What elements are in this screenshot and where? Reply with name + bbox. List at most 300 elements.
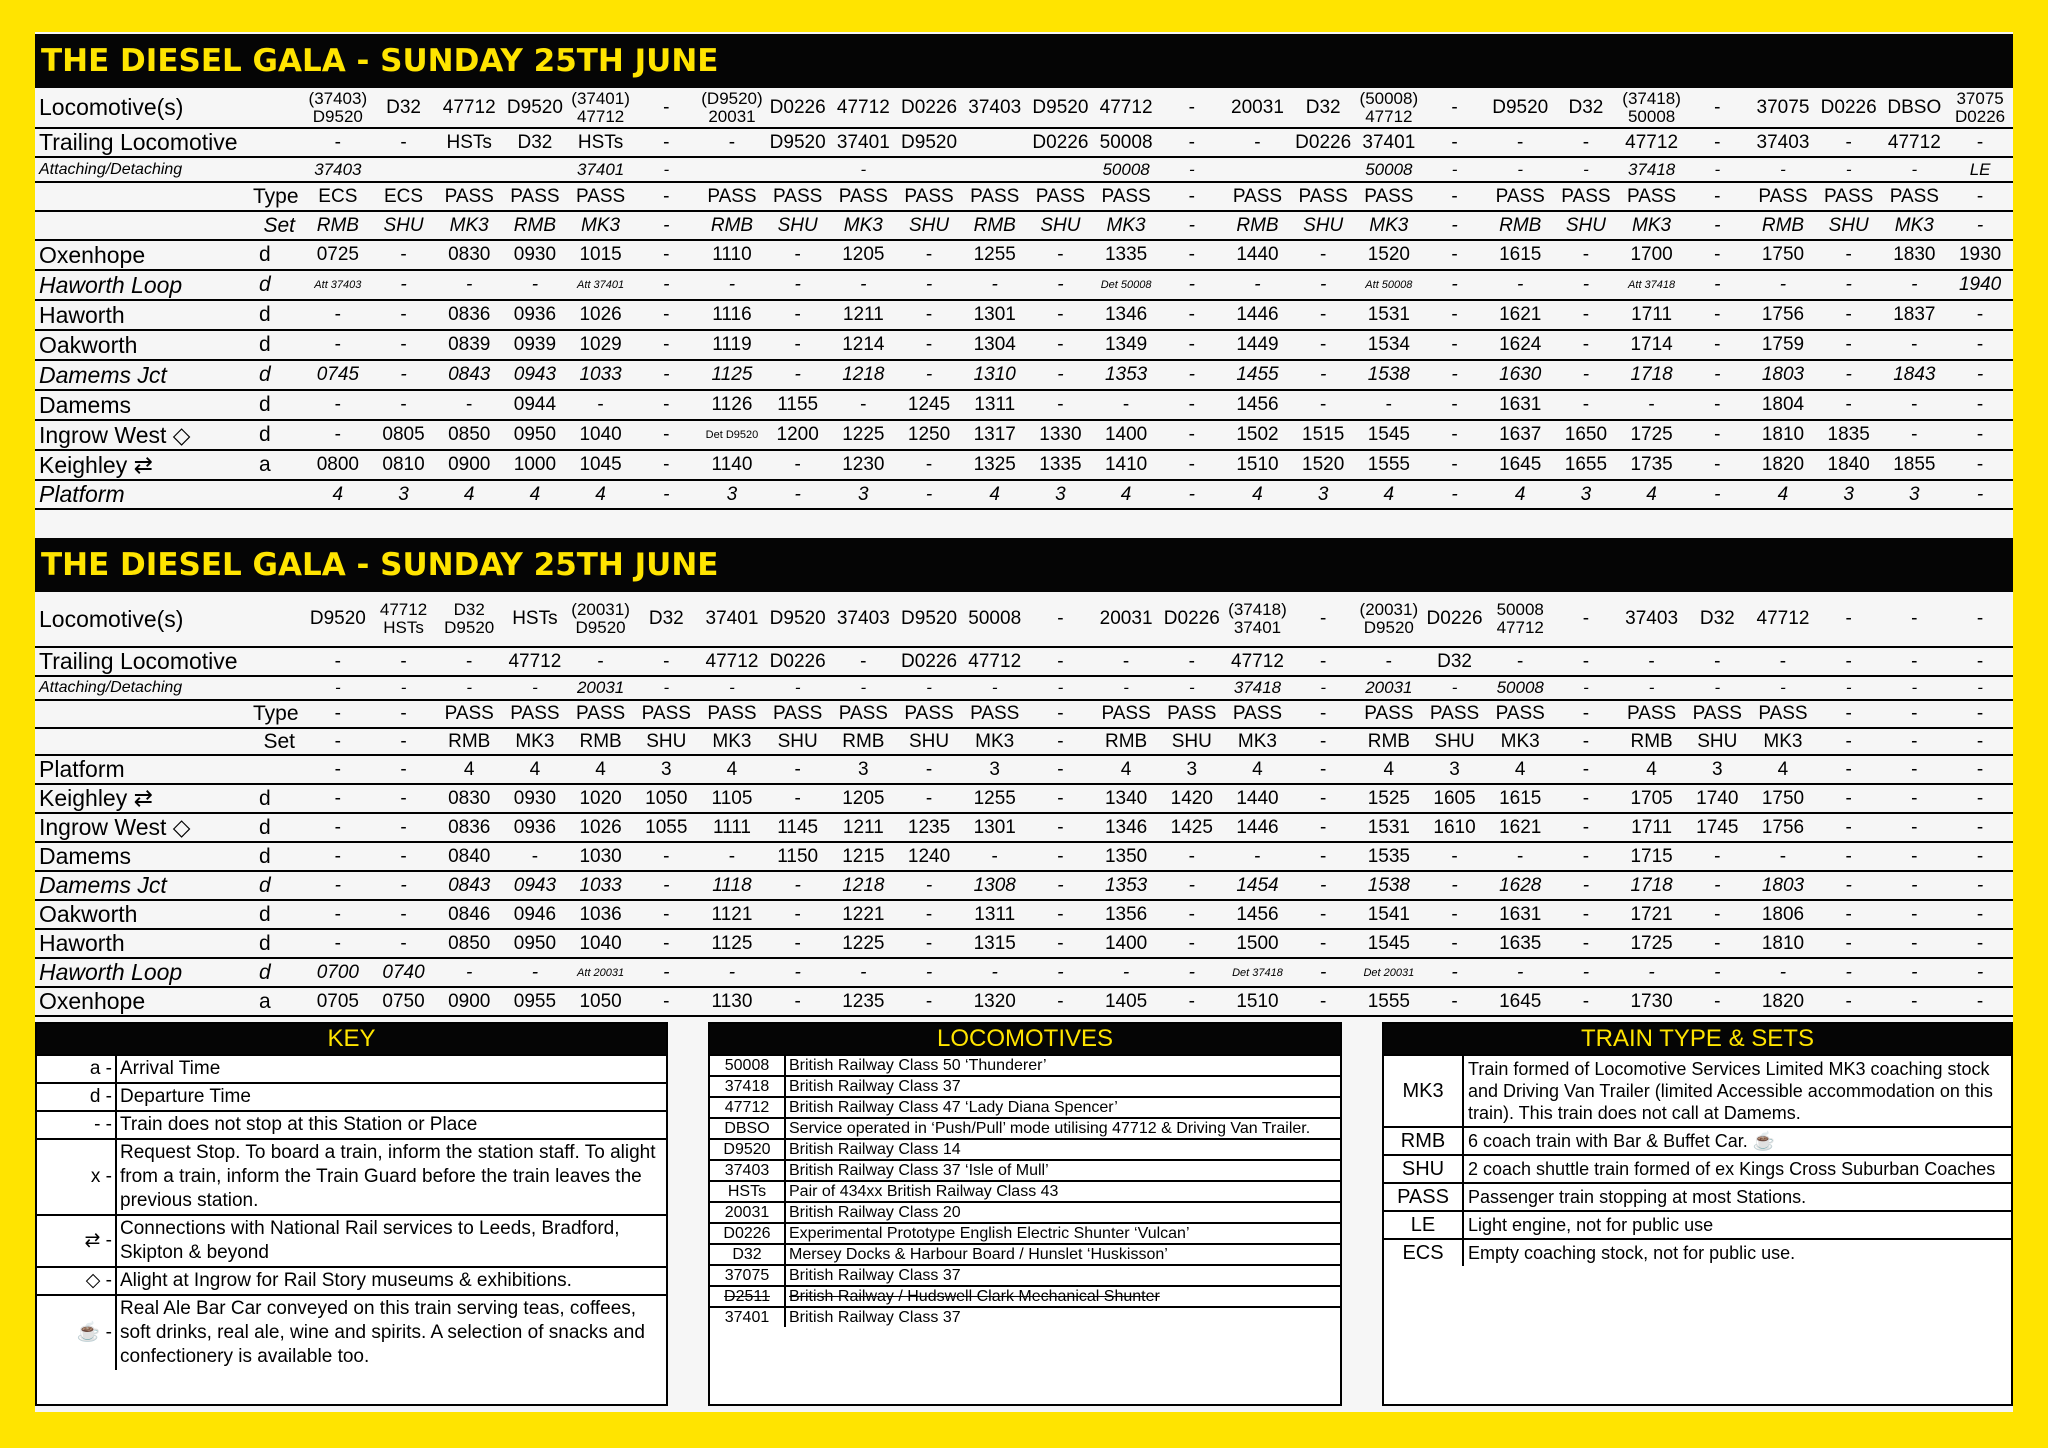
cell: 37403 (1750, 128, 1816, 157)
cell: ECS (305, 182, 371, 211)
cell: PASS (1290, 182, 1356, 211)
platform-row (35, 480, 2013, 509)
time-cell: - (1553, 240, 1619, 270)
time-cell: 1700 (1619, 240, 1685, 270)
time-cell: - (1553, 390, 1619, 420)
time-cell: 1105 (699, 784, 765, 813)
station-dir: d (253, 842, 305, 871)
cell (371, 592, 437, 647)
time-cell: - (1159, 300, 1225, 330)
row-label: Locomotive(s) (35, 88, 305, 128)
row-label: Set (253, 211, 305, 240)
time-cell: - (1356, 390, 1422, 420)
time-cell: 0939 (502, 330, 568, 360)
time-cell: 1725 (1619, 420, 1685, 450)
cell: - (633, 182, 699, 211)
cell-line: HSTs (383, 618, 424, 637)
time-cell: - (1422, 929, 1488, 958)
time-cell: 1440 (1225, 240, 1291, 270)
time-cell: - (1093, 958, 1159, 987)
time-cell: - (305, 929, 371, 958)
time-cell: - (1684, 871, 1750, 900)
cell (371, 157, 437, 182)
key-row (37, 1055, 666, 1083)
time-cell: 1555 (1356, 987, 1422, 1016)
time-cell: 0700 (305, 958, 371, 987)
time-cell: - (1947, 784, 2013, 813)
station-dir: d (253, 420, 305, 450)
cell: MK3 (502, 728, 568, 755)
time-cell: - (305, 330, 371, 360)
time-cell: - (1422, 958, 1488, 987)
cell: SHU (765, 211, 831, 240)
cell: RMB (1619, 728, 1685, 755)
time-cell: - (1882, 929, 1948, 958)
cell: - (1225, 128, 1291, 157)
time-cell: 1346 (1093, 813, 1159, 842)
locomotives-title: LOCOMOTIVES (710, 1024, 1340, 1054)
row-label: Attaching/Detaching (35, 676, 305, 700)
key-title: KEY (37, 1024, 666, 1054)
time-cell: 1510 (1225, 450, 1291, 480)
time-cell: - (1487, 270, 1553, 300)
cell: 4 (436, 755, 502, 784)
time-cell: 1215 (831, 842, 897, 871)
time-cell: - (1684, 390, 1750, 420)
time-cell: 1315 (962, 929, 1028, 958)
time-cell: - (1684, 240, 1750, 270)
cell: - (436, 647, 502, 676)
time-cell: - (1882, 270, 1948, 300)
time-cell: 0830 (436, 784, 502, 813)
cell: PASS (896, 700, 962, 728)
cell: MK3 (699, 728, 765, 755)
time-cell: - (1553, 270, 1619, 300)
cell: 37401 (1356, 128, 1422, 157)
cell: 37401 (831, 128, 897, 157)
cell: SHU (1553, 211, 1619, 240)
timetable-up (35, 88, 2013, 510)
cell: 47712 (1882, 128, 1948, 157)
type-row (35, 182, 2013, 211)
cell: - (1750, 647, 1816, 676)
cell: - (1750, 676, 1816, 700)
station-row (35, 300, 2013, 330)
time-cell: - (1290, 330, 1356, 360)
cell: D9520 (896, 128, 962, 157)
cell: RMB (1487, 211, 1553, 240)
cell: MK3 (831, 211, 897, 240)
time-cell: - (633, 958, 699, 987)
cell (699, 88, 765, 128)
time-cell: 1125 (699, 929, 765, 958)
cell: 47712 (962, 647, 1028, 676)
time-cell: - (765, 240, 831, 270)
time-cell: 0955 (502, 987, 568, 1016)
time-cell: 0900 (436, 987, 502, 1016)
cell: PASS (1684, 700, 1750, 728)
set-row (35, 211, 2013, 240)
station-name: Haworth (35, 929, 253, 958)
cell: PASS (699, 182, 765, 211)
cell: PASS (1028, 182, 1094, 211)
time-cell: 1735 (1619, 450, 1685, 480)
time-cell: - (371, 871, 437, 900)
time-cell: - (896, 987, 962, 1016)
cell: 47712 (1093, 88, 1159, 128)
station-row (35, 813, 2013, 842)
time-cell: - (1684, 270, 1750, 300)
cell: 4 (1356, 480, 1422, 509)
cell: PASS (896, 182, 962, 211)
cell: MK3 (1487, 728, 1553, 755)
key-row (37, 1111, 666, 1139)
cell: - (1947, 592, 2013, 647)
entry-key: a - (37, 1055, 116, 1083)
time-cell: - (1947, 987, 2013, 1016)
cell: - (1290, 592, 1356, 647)
cell: - (1487, 647, 1553, 676)
cell: - (1422, 88, 1488, 128)
cell: - (1684, 157, 1750, 182)
time-cell: - (962, 270, 1028, 300)
time-cell: 0839 (436, 330, 502, 360)
time-cell: - (1816, 871, 1882, 900)
time-cell: - (1947, 813, 2013, 842)
entry-key: d - (37, 1083, 116, 1111)
time-cell: - (633, 420, 699, 450)
loco-row (35, 592, 2013, 647)
entry-key: 37418 (710, 1076, 785, 1097)
cell: D9520 (305, 592, 371, 647)
time-cell: 1211 (831, 300, 897, 330)
time-cell: - (765, 784, 831, 813)
time-cell: - (633, 900, 699, 929)
timetable-grid (35, 592, 2013, 1017)
cell: - (1816, 700, 1882, 728)
cell: RMB (831, 728, 897, 755)
cell: 37403 (1619, 592, 1685, 647)
cell (502, 157, 568, 182)
cell (568, 592, 634, 647)
time-cell: - (1028, 842, 1094, 871)
time-cell: - (1422, 842, 1488, 871)
time-cell: 1121 (699, 900, 765, 929)
row-label: Locomotive(s) (35, 592, 305, 647)
cell: PASS (633, 700, 699, 728)
time-cell: - (896, 240, 962, 270)
time-cell: - (1816, 987, 1882, 1016)
time-cell: - (633, 987, 699, 1016)
cell: - (633, 88, 699, 128)
time-cell: Att 37403 (305, 270, 371, 300)
cell: RMB (1750, 211, 1816, 240)
time-cell: 1545 (1356, 929, 1422, 958)
cell: PASS (831, 182, 897, 211)
cell: PASS (765, 182, 831, 211)
time-cell: - (1290, 813, 1356, 842)
cell: - (633, 211, 699, 240)
row-label: Platform (35, 480, 305, 509)
cell: - (765, 480, 831, 509)
time-cell: - (1159, 240, 1225, 270)
cell: 3 (1553, 480, 1619, 509)
time-cell: 0725 (305, 240, 371, 270)
cell: D32 (1684, 592, 1750, 647)
cell: - (1882, 755, 1948, 784)
time-cell: - (896, 784, 962, 813)
time-cell: - (1487, 958, 1553, 987)
cell: RMB (568, 728, 634, 755)
cell: - (633, 676, 699, 700)
cell: 4 (1619, 480, 1685, 509)
time-cell: 1621 (1487, 300, 1553, 330)
station-name: Damems Jct (35, 871, 253, 900)
cell: PASS (962, 700, 1028, 728)
time-cell: - (1422, 300, 1488, 330)
entry-description: British Railway Class 14 (785, 1139, 1340, 1160)
entry-description: Light engine, not for public use (1463, 1211, 2011, 1239)
cell: - (765, 676, 831, 700)
time-cell: 0843 (436, 871, 502, 900)
train-types-table (1384, 1054, 2011, 1266)
cell: - (371, 728, 437, 755)
entry-description: Arrival Time (116, 1055, 666, 1083)
cell: 47712 (831, 88, 897, 128)
time-cell: 1650 (1553, 420, 1619, 450)
time-cell: - (1487, 842, 1553, 871)
station-row (35, 450, 2013, 480)
time-cell: 1050 (633, 784, 699, 813)
cell: MK3 (1093, 211, 1159, 240)
time-cell: - (896, 900, 962, 929)
time-cell: 1405 (1093, 987, 1159, 1016)
station-row (35, 360, 2013, 390)
cell (305, 88, 371, 128)
time-cell: 1750 (1750, 240, 1816, 270)
cell: - (1553, 647, 1619, 676)
time-cell: 0836 (436, 300, 502, 330)
cell-line: 47712 (1496, 618, 1544, 637)
time-cell: - (1816, 784, 1882, 813)
cell-line: 47712 (1365, 106, 1413, 126)
time-cell: 1308 (962, 871, 1028, 900)
time-cell: - (1684, 900, 1750, 929)
station-dir: d (253, 360, 305, 390)
time-cell: Att 37401 (568, 270, 634, 300)
cell-line: 37075 (1956, 88, 2004, 108)
entry-description: Departure Time (116, 1083, 666, 1111)
time-cell: 1446 (1225, 300, 1291, 330)
cell: 4 (1093, 755, 1159, 784)
time-cell: - (502, 270, 568, 300)
time-cell: Det 20031 (1356, 958, 1422, 987)
cell: D0226 (1159, 592, 1225, 647)
time-cell: - (1553, 958, 1619, 987)
time-cell: - (1619, 958, 1685, 987)
time-cell: 1020 (568, 784, 634, 813)
time-cell: - (765, 360, 831, 390)
time-cell: 1721 (1619, 900, 1685, 929)
cell: 37401 (568, 157, 634, 182)
cell: D0226 (896, 88, 962, 128)
row-label: Platform (35, 755, 305, 784)
cell: - (831, 676, 897, 700)
time-cell: - (1028, 300, 1094, 330)
cell: SHU (1684, 728, 1750, 755)
cell: D0226 (1422, 592, 1488, 647)
time-cell: - (371, 300, 437, 330)
time-cell: - (1422, 240, 1488, 270)
time-cell: 1335 (1028, 450, 1094, 480)
entry-description: Alight at Ingrow for Rail Story museums & exhibitions. (116, 1267, 666, 1295)
time-cell: 0850 (436, 420, 502, 450)
cell: - (1159, 128, 1225, 157)
time-cell: - (1882, 390, 1948, 420)
time-cell: 1759 (1750, 330, 1816, 360)
cell: RMB (502, 211, 568, 240)
entry-description: British Railway / Hudswell Clark Mechanical Shunter (785, 1286, 1340, 1307)
cell: 4 (436, 480, 502, 509)
time-cell: 1045 (568, 450, 634, 480)
cell: PASS (502, 700, 568, 728)
time-cell: 1205 (831, 784, 897, 813)
cell: - (765, 755, 831, 784)
time-cell: - (1290, 900, 1356, 929)
cell-line: D0226 (1955, 106, 2006, 126)
cell: PASS (1487, 700, 1553, 728)
time-cell: 1525 (1356, 784, 1422, 813)
cell: - (896, 755, 962, 784)
time-cell: 0745 (305, 360, 371, 390)
time-cell: - (633, 929, 699, 958)
cell: 3 (1684, 755, 1750, 784)
cell (962, 157, 1028, 182)
time-cell: - (305, 900, 371, 929)
cell: 3 (962, 755, 1028, 784)
entry-description: Mersey Docks & Harbour Board / Hunslet ‘Huskisson’ (785, 1244, 1340, 1265)
entry-key: ◇ - (37, 1267, 116, 1295)
locomotives-table (710, 1054, 1340, 1327)
row-label-spacer (35, 182, 253, 211)
cell: 3 (1159, 755, 1225, 784)
time-cell: - (633, 450, 699, 480)
time-cell: - (962, 842, 1028, 871)
time-cell: - (1684, 420, 1750, 450)
cell: 4 (1487, 480, 1553, 509)
time-cell: - (831, 270, 897, 300)
time-cell: 1040 (568, 420, 634, 450)
time-cell: - (765, 871, 831, 900)
time-cell: - (1816, 240, 1882, 270)
time-cell: - (1290, 240, 1356, 270)
time-cell: 0836 (436, 813, 502, 842)
cell: SHU (896, 211, 962, 240)
entry-key: ECS (1384, 1239, 1463, 1266)
time-cell: - (1159, 420, 1225, 450)
station-name: Haworth (35, 300, 253, 330)
time-cell: - (305, 842, 371, 871)
time-cell: 0950 (502, 420, 568, 450)
cell: 47712 (1225, 647, 1291, 676)
cell: - (1947, 728, 2013, 755)
time-cell: 1230 (831, 450, 897, 480)
time-cell: - (765, 300, 831, 330)
time-cell: - (1290, 390, 1356, 420)
time-cell: - (831, 958, 897, 987)
time-cell: 1803 (1750, 360, 1816, 390)
cell: - (633, 480, 699, 509)
entry-description: Connections with National Rail services to Leeds, Bradford, Skipton & beyond (116, 1215, 666, 1267)
time-cell: 1211 (831, 813, 897, 842)
cell: ECS (371, 182, 437, 211)
cell: 4 (502, 755, 568, 784)
cell: RMB (1225, 211, 1291, 240)
time-cell: - (305, 871, 371, 900)
station-row (35, 842, 2013, 871)
time-cell: - (305, 784, 371, 813)
cell: - (1816, 647, 1882, 676)
time-cell: 1225 (831, 420, 897, 450)
time-cell: - (1619, 390, 1685, 420)
time-cell: - (699, 958, 765, 987)
time-cell: - (1290, 929, 1356, 958)
time-cell: - (568, 390, 634, 420)
time-cell: 1335 (1093, 240, 1159, 270)
time-cell: 1456 (1225, 390, 1291, 420)
cell (1947, 88, 2013, 128)
cell: - (1159, 88, 1225, 128)
cell: PASS (1487, 182, 1553, 211)
time-cell: 1110 (699, 240, 765, 270)
key-row (37, 1267, 666, 1295)
cell: 37401 (699, 592, 765, 647)
cell: SHU (1159, 728, 1225, 755)
cell: - (896, 676, 962, 700)
time-cell: - (1028, 987, 1094, 1016)
time-cell: 1605 (1422, 784, 1488, 813)
time-cell: - (1422, 450, 1488, 480)
cell: - (1028, 647, 1094, 676)
time-cell: - (1553, 900, 1619, 929)
time-cell: - (1159, 958, 1225, 987)
cell-line: (20031) (571, 600, 630, 619)
cell: D9520 (1028, 88, 1094, 128)
entry-description: British Railway Class 37 (785, 1076, 1340, 1097)
time-cell: 1630 (1487, 360, 1553, 390)
time-cell: - (1816, 842, 1882, 871)
cell: D0226 (896, 647, 962, 676)
station-dir: d (253, 240, 305, 270)
key-row (37, 1295, 666, 1370)
time-cell: 0946 (502, 900, 568, 929)
cell: MK3 (1750, 728, 1816, 755)
time-cell: - (1028, 958, 1094, 987)
time-cell: 1535 (1356, 842, 1422, 871)
time-cell: - (305, 300, 371, 330)
time-cell: - (1553, 871, 1619, 900)
station-row (35, 958, 2013, 987)
cell (1290, 157, 1356, 182)
cell: 4 (1750, 755, 1816, 784)
cell: - (1816, 592, 1882, 647)
cell: - (1159, 647, 1225, 676)
cell: PASS (1553, 182, 1619, 211)
time-cell: - (896, 871, 962, 900)
cell: - (305, 128, 371, 157)
time-cell: - (436, 390, 502, 420)
cell: DBSO (1882, 88, 1948, 128)
